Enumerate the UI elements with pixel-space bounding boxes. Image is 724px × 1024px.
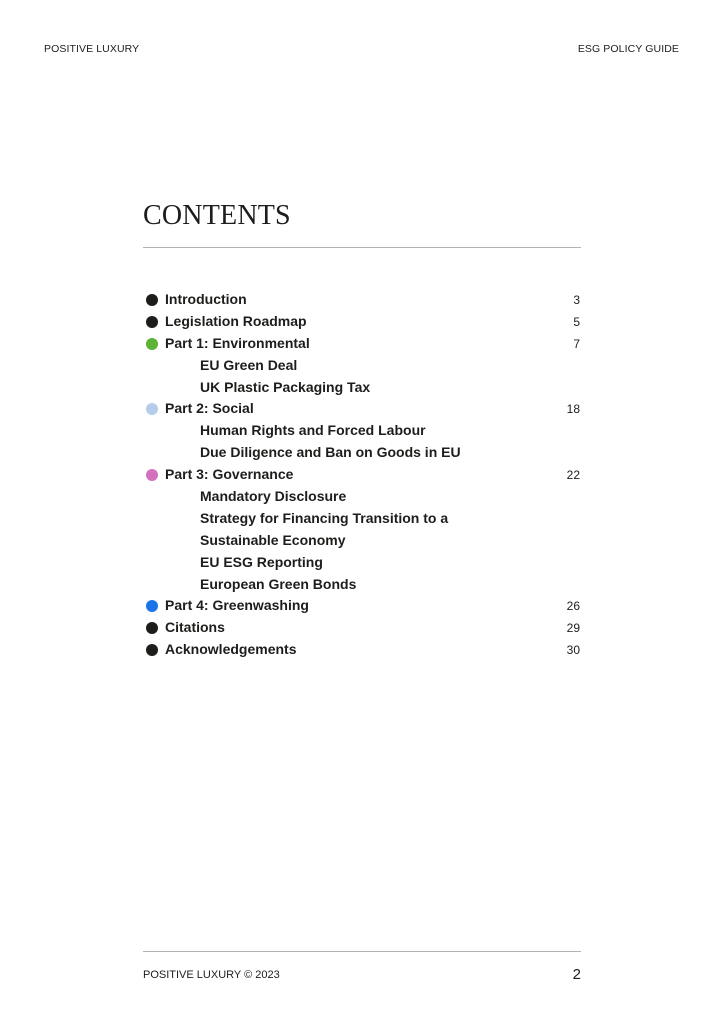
section-bullet-icon — [146, 316, 158, 328]
toc-entry-label: Part 2: Social — [165, 400, 254, 417]
toc-entry[interactable] — [143, 311, 581, 333]
toc-page-number: 29 — [566, 621, 580, 636]
toc-page-number: 22 — [566, 468, 580, 483]
toc-entry-label: Sustainable Economy — [200, 531, 346, 548]
toc-entry[interactable] — [143, 464, 581, 486]
toc-entry-label: Legislation Roadmap — [165, 312, 307, 329]
toc-subentry[interactable] — [143, 420, 581, 442]
section-bullet-icon — [146, 338, 158, 350]
toc-subentry[interactable] — [143, 508, 581, 530]
running-header-right: ESG POLICY GUIDE — [577, 43, 679, 55]
section-bullet-icon — [146, 600, 158, 612]
toc-subentry[interactable] — [143, 355, 581, 377]
section-bullet-icon — [146, 469, 158, 481]
toc-entry-label: Due Diligence and Ban on Goods in EU — [200, 444, 461, 461]
toc-entry-label: Part 1: Environmental — [165, 334, 310, 351]
footer-divider — [143, 951, 581, 952]
toc-entry[interactable] — [143, 639, 581, 661]
footer-page-number: 2 — [572, 966, 581, 983]
toc-subentry[interactable] — [143, 442, 581, 464]
toc-entry[interactable] — [143, 398, 581, 420]
toc-entry-label: Mandatory Disclosure — [200, 488, 347, 505]
toc-entry-label: Citations — [165, 619, 225, 636]
title-divider — [143, 247, 581, 248]
toc-entry[interactable] — [143, 595, 581, 617]
toc-subentry[interactable] — [143, 574, 581, 596]
toc-page-number: 7 — [573, 336, 580, 351]
toc-entry-label: Acknowledgements — [165, 641, 297, 658]
toc-subentry[interactable] — [143, 530, 581, 552]
toc-entry[interactable] — [143, 289, 581, 311]
toc-entry-label: Human Rights and Forced Labour — [200, 422, 426, 439]
toc-page-number: 18 — [566, 402, 580, 417]
footer-copyright: POSITIVE LUXURY © 2023 — [143, 969, 280, 981]
toc-subentry[interactable] — [143, 377, 581, 399]
toc-page-number: 3 — [573, 293, 580, 307]
toc-entry-label: Introduction — [165, 291, 247, 307]
section-bullet-icon — [146, 294, 158, 306]
running-header-left: POSITIVE LUXURY — [44, 43, 140, 55]
toc-entry-label: Part 4: Greenwashing — [165, 597, 309, 614]
toc-entry-label: Strategy for Financing Transition to a — [200, 509, 449, 526]
toc-page-number: 5 — [573, 314, 580, 329]
toc-entry-label: European Green Bonds — [200, 575, 357, 592]
toc-subentry[interactable] — [143, 486, 581, 508]
section-bullet-icon — [146, 403, 158, 415]
toc-page-number: 26 — [566, 599, 580, 614]
toc-entry-label: EU Green Deal — [200, 356, 298, 373]
section-bullet-icon — [146, 622, 158, 634]
toc-entry-label: Part 3: Governance — [165, 466, 294, 483]
section-bullet-icon — [146, 644, 158, 656]
toc-page-number: 30 — [566, 643, 580, 658]
toc-subentry[interactable] — [143, 552, 581, 574]
toc-entry[interactable] — [143, 333, 581, 355]
page-title: CONTENTS — [143, 200, 291, 231]
toc-entry[interactable] — [143, 617, 581, 639]
toc-entry-label: EU ESG Reporting — [200, 553, 323, 570]
toc-entry-label: UK Plastic Packaging Tax — [200, 378, 371, 395]
table-of-contents — [143, 289, 581, 661]
